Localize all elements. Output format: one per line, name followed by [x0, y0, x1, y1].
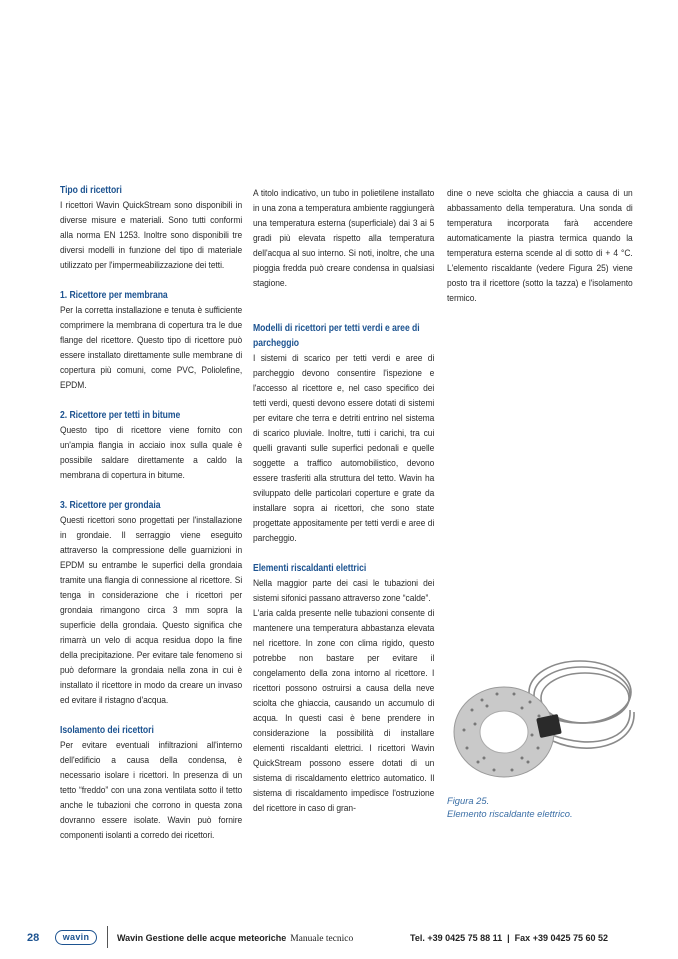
footer-title — [117, 933, 353, 944]
section-heading: Elementi riscaldanti elettrici — [253, 563, 367, 574]
section-heading: 1. Ricettore per membrana — [60, 290, 168, 301]
page-footer — [0, 926, 678, 950]
text-column-3 — [447, 186, 633, 321]
heating-element-photo — [442, 640, 638, 790]
figure-label: Figura 25. — [447, 795, 490, 806]
section-text: Questi ricettori sono progettati per l'installazione in grondaie. Il serraggio viene eseguito attraverso la compressione delle guarnizioni in EPDM su entrambe le superfici della grondaia tramite una flangia di connessione al ricettore. Si tenga in considerazione che i ricettori per grondaia rimangono circa 3 mm sopra la superficie della grondaia. Questo significa che rimarrà un velo di acqua residua dopo la fine della precipitazione. Per evitare tale fenomeno si può deformare la grondaia nella zona in cui è installato il ricettore in modo da creare un invaso ed evitare il ristagno d'acqua. — [60, 515, 243, 706]
section-heading: Modelli di ricettori per tetti verdi e aree di parcheggio — [253, 323, 420, 349]
section-text: Per evitare eventuali infiltrazioni all'interno dell'edificio a causa della condensa, è necessario isolare i ricettori. In presenza di un tetto “freddo” con una zona ventilata sotto il tetto anche le tubazioni che corrono in questa zona dovranno essere isolate. Wavin può fornire componenti isolanti a corredo dei ricettori. — [60, 740, 243, 841]
section-heading: 3. Ricettore per grondaia — [60, 500, 161, 511]
continued-text: dine o neve sciolta che ghiaccia a causa di un abbassamento della temperatura. Una sonda di temperatura incorporata farà accendere automaticamente la piastra termica quando la temperatura esterna scende al di sotto di + 4 °C. L'elemento riscaldante (vedere Figura 25) viene posto tra il ricettore (sotto la tazza) e l'isolamento termico. — [447, 188, 633, 304]
section-text: Nella maggior parte dei casi le tubazioni dei sistemi sifonici passano attraverso zone “calde”. — [253, 578, 435, 604]
page-number: 28 — [27, 932, 40, 944]
section-text: Per la corretta installazione e tenuta è sufficiente comprimere la membrana di copertura tra le due flange del ricettore. Questo tipo di ricettore può essere installato direttamente sulle membrane di copertura più comuni, come PVC, Poliolefine, EPDM. — [60, 305, 243, 391]
section-text: L'aria calda presente nelle tubazioni consente di mantenere una temperatura abbastanza elevata nel ricettore. In zone con clima rigido, questo potrebbe non bastare per evitare il congelamento della zona intorno al ricettore. I ricettori possono ostruirsi a causa della neve sciolta che ghiaccia, causando un accumulo di acqua. In questi casi è bene prendere in considerazione la possibilità di installare elementi riscaldanti elettrici. I ricettori Wavin QuickStream possono essere dotati di un sistema di riscaldamento elettrico automatico. Il sistema di riscaldamento impedisce l'ostruzione del ricettore in caso di gran- — [253, 608, 435, 814]
footer-contact: Tel. +39 0425 75 88 11 | Fax +39 0425 75 60 52 — [410, 933, 609, 943]
intro-text: A titolo indicativo, un tubo in polietilene installato in una zona a temperatura ambiente raggiungerà una temperatura esterna (superficiale) dai 3 ai 5 gradi più elevata rispetto alla temperatura dell'acqua al suo interno. Si noti, inoltre, che una pioggia fredda può creare condensa in qualsiasi stagione. — [253, 188, 435, 289]
section-text: Questo tipo di ricettore viene fornito con un'ampia flangia in acciaio inox sulla quale è possibile saldare direttamente a caldo la membrana di copertura in bitume. — [60, 425, 243, 481]
wavin-logo: wavin — [55, 930, 97, 945]
footer-title-text: Wavin Gestione delle acque meteoriche — [117, 933, 287, 943]
text-column-2 — [253, 186, 434, 831]
section-heading: 2. Ricettore per tetti in bitume — [60, 410, 181, 421]
section-text: I sistemi di scarico per tetti verdi e aree di parcheggio devono consentire l'ispezione e l'accesso al ricettore e, nel caso specifico dei tetti verdi, questi devono essere dotati di sistemi per evitare che terra e detriti entrino nel sistema di scarico pluviale. Inoltre, tutti i carichi, tra cui quelli gravanti sulle superfici pedonali e quelle soggette a traffico automobilistico, devono essere trasferiti alla struttura del tetto. Wavin ha sviluppato delle particolari coperture e grate da installare sopra ai ricettori, che sono state progettate appositamente per tetti verdi e aree di parcheggio. — [253, 353, 435, 544]
section-text: I ricettori Wavin QuickStream sono disponibili in diverse misure e materiali. Sono tutti conformi alla norma EN 1253. Inoltre sono disponibili tre diversi modelli in funzione del tipo di materiale utilizzato per l'impermeabilizzazione dei tetti. — [60, 200, 243, 271]
footer-divider — [107, 926, 108, 948]
footer-subtitle: Manuale tecnico — [290, 934, 354, 944]
figure-caption-text: Elemento riscaldante elettrico. — [447, 808, 573, 819]
text-column-1 — [60, 183, 242, 858]
section-heading: Isolamento dei ricettori — [60, 725, 154, 736]
figure-caption — [447, 794, 573, 820]
section-heading: Tipo di ricettori — [60, 185, 122, 196]
